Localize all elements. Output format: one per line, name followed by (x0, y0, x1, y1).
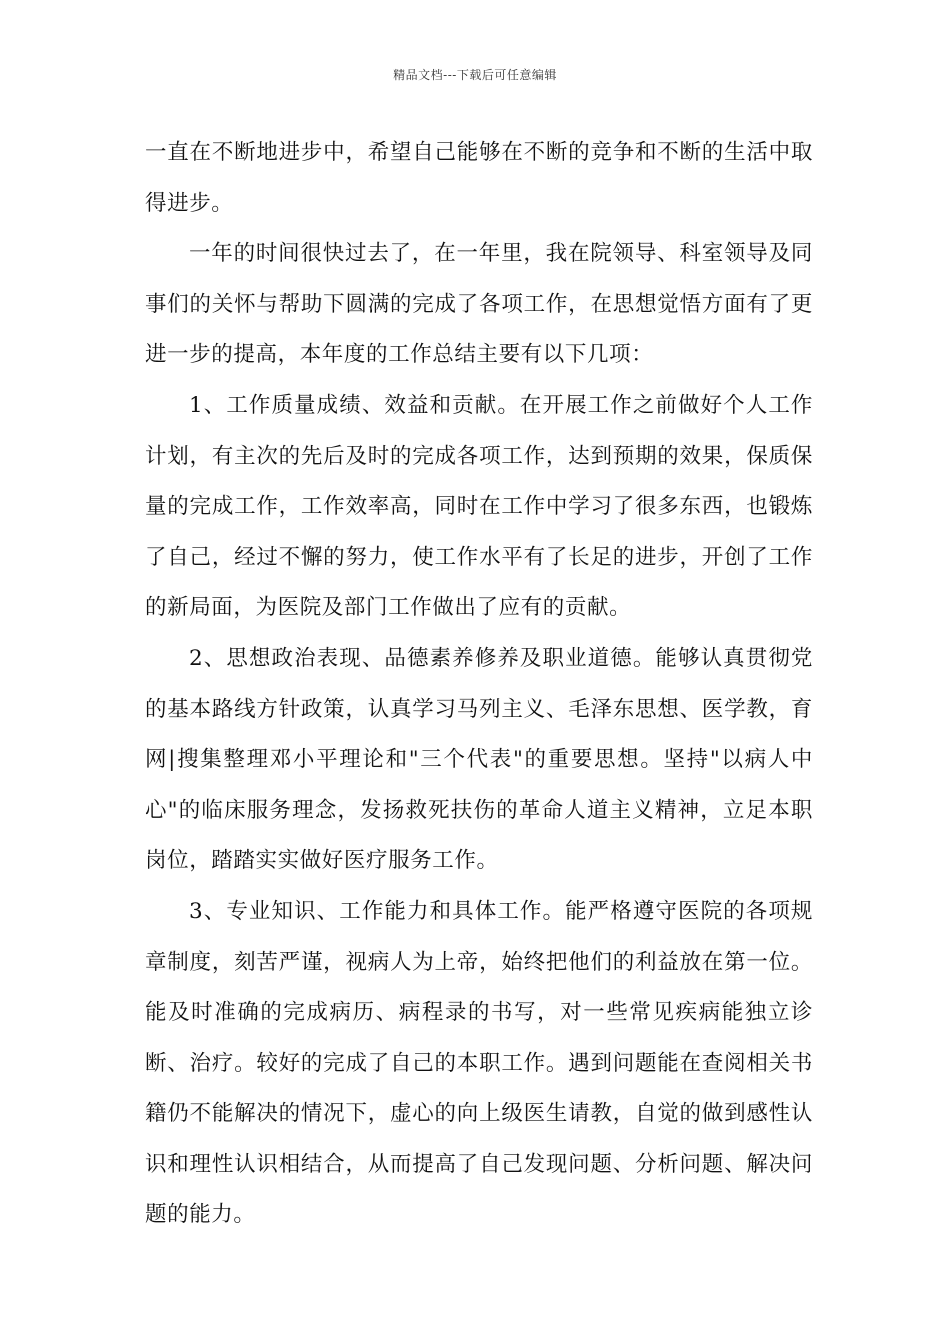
paragraph-intro: 一年的时间很快过去了，在一年里，我在院领导、科室领导及同事们的关怀与帮助下圆满的完成了各项工作，在思想觉悟方面有了更进一步的提高，本年度的工作总结主要有以下几项： (145, 241, 813, 368)
paragraph-item-1: 1、工作质量成绩、效益和贡献。在开展工作之前做好个人工作计划，有主次的先后及时的完成各项工作，达到预期的效果，保质保量的完成工作，工作效率高，同时在工作中学习了很多东西，也锻炼了自己，经过不懈的努力，使工作水平有了长足的进步，开创了工作的新局面，为医院及部门工作做出了应有的贡献。 (145, 392, 813, 621)
document-body (145, 128, 813, 1241)
paragraph-continuation: 一直在不断地进步中，希望自己能够在不断的竞争和不断的生活中取得进步。 (145, 140, 813, 216)
page-header: 精品文档---下载后可任意编辑 (393, 68, 557, 82)
paragraph-item-3: 3、专业知识、工作能力和具体工作。能严格遵守医院的各项规章制度，刻苦严谨，视病人为上帝，始终把他们的利益放在第一位。能及时准确的完成病历、病程录的书写，对一些常见疾病能独立诊断、治疗。较好的完成了自己的本职工作。遇到问题能在查阅相关书籍仍不能解决的情况下，虚心的向上级医生请教，自觉的做到感性认识和理性认识相结合，从而提高了自己发现问题、分析问题、解决问题的能力。 (145, 898, 813, 1228)
paragraph-item-2: 2、思想政治表现、品德素养修养及职业道德。能够认真贯彻党的基本路线方针政策，认真学习马列主义、毛泽东思想、医学教，育网|搜集整理邓小平理论和"三个代表"的重要思想。坚持"以病人中心"的临床服务理念，发扬救死扶伤的革命人道主义精神，立足本职岗位，踏踏实实做好医疗服务工作。 (145, 645, 813, 874)
